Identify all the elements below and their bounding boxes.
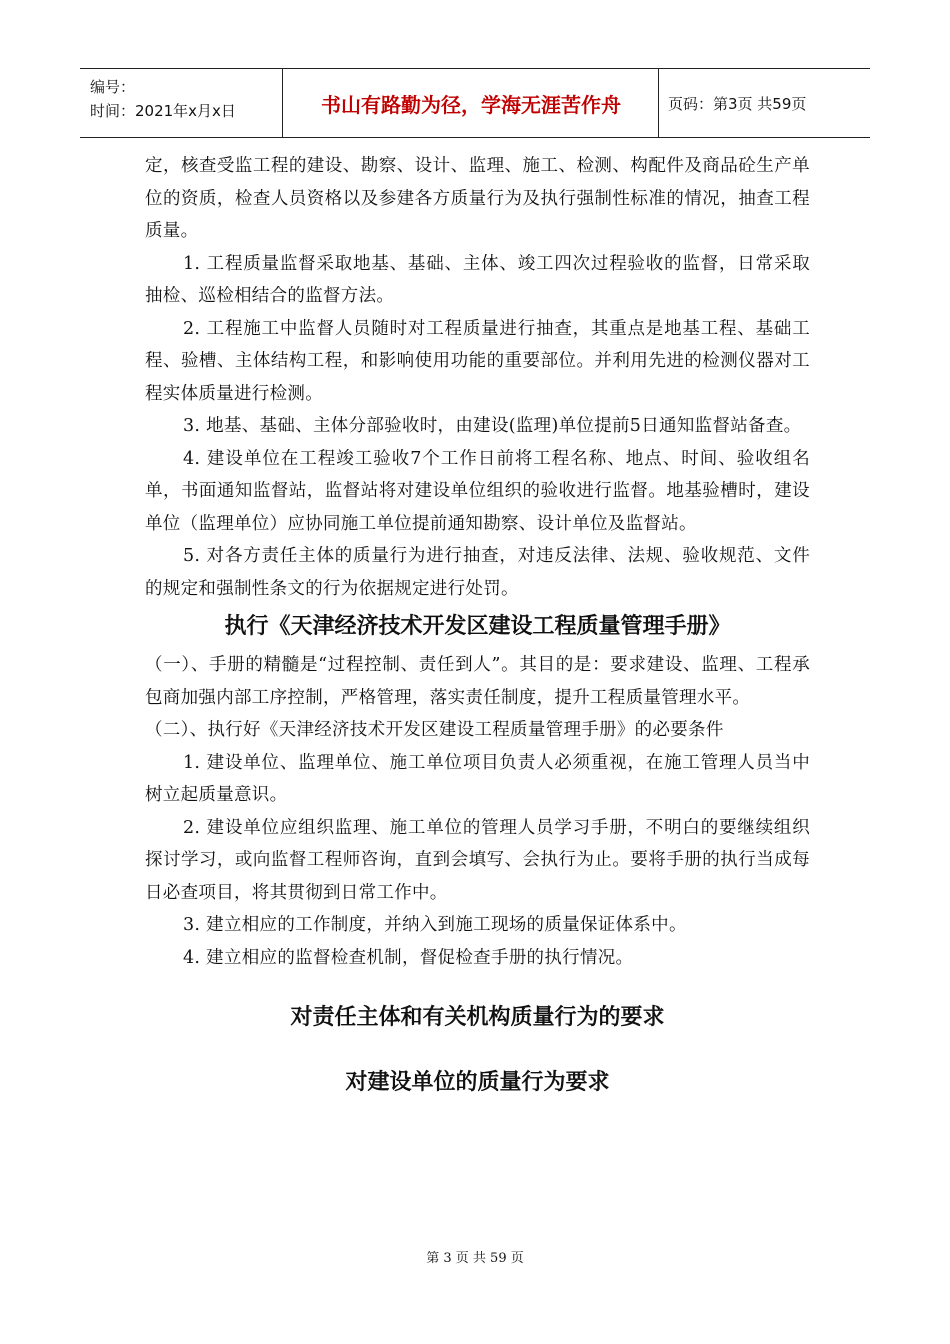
- body-paragraph: 5. 对各方责任主体的质量行为进行抽查，对违反法律、法规、验收规范、文件的规定和强制性条文的行为依据规定进行处罚。: [145, 546, 810, 599]
- page-footer: 第 3 页 共 59 页: [426, 1251, 524, 1266]
- header-page-info: 页码：第3页 共59页: [668, 94, 807, 113]
- section-paragraph: （一）、手册的精髓是“过程控制、责任到人”。其目的是：要求建设、监理、工程承包商加强内部工序控制，严格管理，落实责任制度，提升工程质量管理水平。: [145, 655, 810, 708]
- body-paragraph: 1. 工程质量监督采取地基、基础、主体、竣工四次过程验收的监督，日常采取抽检、巡检相结合的监督方法。: [145, 253, 810, 306]
- body-paragraph: 2. 工程施工中监督人员随时对工程质量进行抽查，其重点是地基工程、基础工程、验槽、主体结构工程，和影响使用功能的重要部位。并利用先进的检测仪器对工程实体质量进行检测。: [145, 318, 810, 404]
- doc-time-label: 时间：2021年x月x日: [90, 102, 236, 120]
- section-paragraph: 2. 建设单位应组织监理、施工单位的管理人员学习手册，不明白的要继续组织探讨学习，或向监督工程师咨询，直到会填写、会执行为止。要将手册的执行当成每日必查项目，将其贯彻到日常工作中。: [145, 817, 810, 903]
- page-header: [80, 68, 870, 138]
- body-paragraph: 3. 地基、基础、主体分部验收时，由建设(监理)单位提前5日通知监督站备查。: [183, 416, 802, 436]
- heading-responsibility: 对责任主体和有关机构质量行为的要求: [290, 1005, 665, 1030]
- heading-construction-unit: 对建设单位的质量行为要求: [345, 1070, 610, 1095]
- document-body: [145, 150, 810, 1096]
- body-paragraph: 定，核查受监工程的建设、勘察、设计、监理、施工、检测、构配件及商品砼生产单位的资质，检查人员资格以及参建各方质量行为及执行强制性标准的情况，抽查工程质量。: [145, 156, 810, 241]
- header-divider: [658, 69, 659, 137]
- section-paragraph: 3. 建立相应的工作制度，并纳入到施工现场的质量保证体系中。: [183, 915, 687, 935]
- body-paragraph: 4. 建设单位在工程竣工验收7个工作日前将工程名称、地点、时间、验收组名单，书面通知监督站，监督站将对建设单位组织的验收进行监督。地基验槽时，建设单位（监理单位）应协同施工单位提前通知勘察、设计单位及监督站。: [145, 448, 810, 534]
- section-paragraph: 4. 建立相应的监督检查机制，督促检查手册的执行情况。: [183, 947, 634, 968]
- doc-number-label: 编号：: [90, 78, 136, 96]
- header-divider: [282, 69, 283, 137]
- section-paragraph: （二）、执行好《天津经济技术开发区建设工程质量管理手册》的必要条件: [145, 720, 724, 740]
- header-motto: 书山有路勤为径，学海无涯苦作舟: [321, 92, 621, 117]
- section-title: 执行《天津经济技术开发区建设工程质量管理手册》: [224, 614, 731, 639]
- header-meta: [90, 75, 236, 123]
- section-paragraph: 1. 建设单位、监理单位、施工单位项目负责人必须重视，在施工管理人员当中树立起质量意识。: [145, 752, 810, 805]
